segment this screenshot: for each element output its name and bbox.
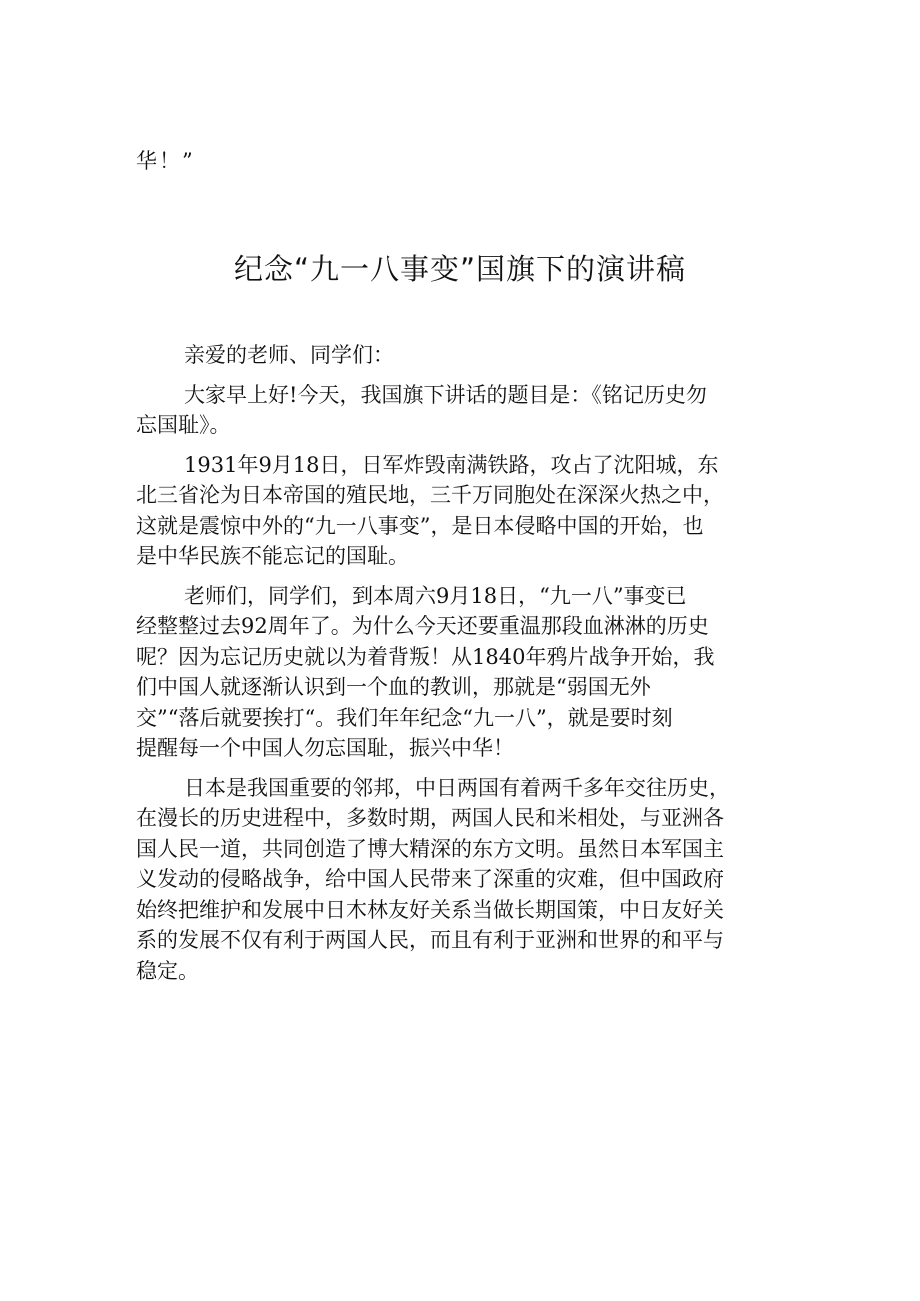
paragraph-line: 稳定。	[136, 958, 199, 983]
paragraph-line: 国人民一道，共同创造了博大精深的东方文明。虽然日本军国主	[136, 836, 724, 861]
paragraph-line: 忘国耻》。	[136, 413, 231, 437]
paragraph-line: 经整整过去92周年了。为什么今天还要重温那段血淋淋的历史	[136, 614, 709, 638]
carry-over-text: 华！”	[136, 149, 195, 173]
document-body	[136, 340, 796, 995]
document-title: 纪念“九一八事变”国旗下的演讲稿	[233, 252, 687, 286]
paragraph-remembrance	[136, 581, 796, 764]
paragraph-line: 义发动的侵略战争，给中国人民带来了深重的灾难，但中国政府	[136, 867, 724, 891]
paragraph-line: 提醒每一个中国人勿忘国耻，振兴中华！	[136, 736, 514, 760]
paragraph-line: 始终把维护和发展中日木林友好关系当做长期国策，中日友好关	[136, 897, 724, 922]
paragraph-greeting	[136, 380, 796, 441]
paragraph-line: 大家早上好!今天，我国旗下讲话的题目是：《铭记历史勿	[184, 382, 707, 407]
paragraph-line: 是中华民族不能忘记的国耻。	[136, 544, 409, 568]
paragraph-line: 这就是震惊中外的“九一八事变”，是日本侵略中国的开始，也	[136, 513, 704, 538]
paragraph-line: 老师们，同学们，到本周六9月18日，“九一八”事变已	[184, 583, 687, 608]
paragraph-salutation	[136, 340, 796, 371]
paragraph-line: 北三省沦为日本帝国的殖民地，三千万同胞处在深深火热之中，	[136, 483, 724, 507]
paragraph-relations	[136, 773, 796, 987]
paragraph-line: 系的发展不仅有利于两国人民，而且有利于亚洲和世界的和平与	[136, 928, 724, 952]
paragraph-line: 亲爱的老师、同学们：	[184, 343, 394, 367]
paragraph-line: 们中国人就逐渐认识到一个血的教训，那就是“弱国无外	[136, 675, 651, 699]
paragraph-history	[136, 450, 796, 572]
paragraph-line: 交”“落后就要挨打“。我们年年纪念“九一八”，就是要时刻	[136, 705, 673, 730]
paragraph-line: 在漫长的历史进程中，多数时期，两国人民和米相处，与亚洲各	[136, 806, 724, 830]
paragraph-line: 1931年9月18日，日军炸毁南满铁路，攻占了沈阳城，东	[184, 452, 719, 477]
paragraph-line: 呢？因为忘记历史就以为着背叛！从1840年鸦片战争开始，我	[136, 644, 715, 669]
paragraph-line: 日本是我国重要的邻邦，中日两国有着两千多年交往历史，	[184, 775, 730, 800]
